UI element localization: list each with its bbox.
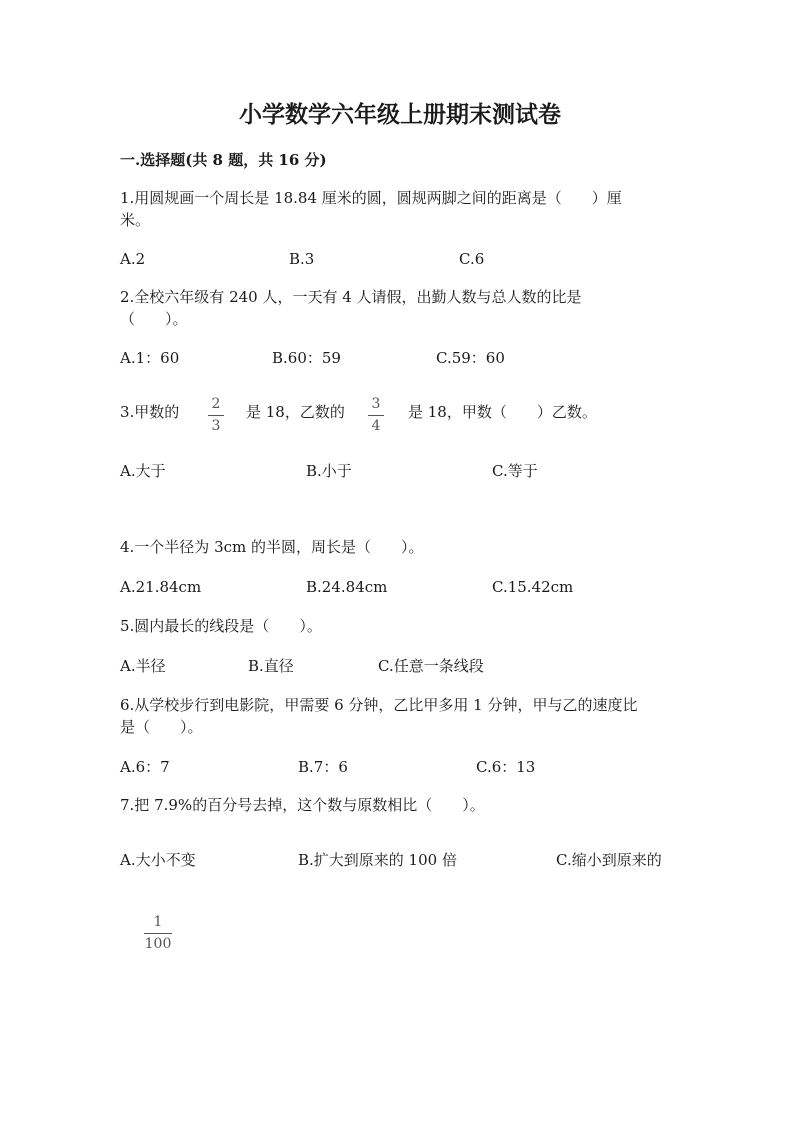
question-3-stem-part1: 3.甲数的 (120, 403, 180, 421)
question-5-option-b: B.直径 (248, 657, 294, 675)
question-7-option-b: B.扩大到原来的 100 倍 (298, 851, 457, 869)
question-7-option-a: A.大小不变 (120, 851, 196, 869)
question-5-option-c: C.任意一条线段 (378, 657, 484, 675)
question-3-fraction-1 (208, 396, 224, 435)
question-6-option-c: C.6：13 (476, 758, 536, 776)
question-6-stem-line1: 6.从学校步行到电影院，甲需要 6 分钟，乙比甲多用 1 分钟，甲与乙的速度比 (120, 696, 638, 714)
fraction-denominator: 3 (211, 418, 221, 434)
question-1-stem-line1: 1.用圆规画一个周长是 18.84 厘米的圆，圆规两脚之间的距离是（ ）厘 (120, 189, 622, 207)
fraction-bar (368, 415, 384, 416)
question-4-stem: 4.一个半径为 3cm 的半圆，周长是（ ）。 (120, 538, 424, 556)
fraction-numerator: 2 (211, 396, 221, 412)
fraction-denominator: 100 (144, 936, 172, 952)
question-4-option-b: B.24.84cm (306, 578, 388, 596)
question-5-option-a: A.半径 (120, 657, 166, 675)
question-3-stem-part3: 是 18，甲数（ ）乙数。 (408, 403, 597, 421)
fraction-numerator: 3 (371, 396, 381, 412)
question-6-option-b: B.7：6 (298, 758, 348, 776)
question-2-option-a: A.1：60 (120, 349, 180, 367)
fraction-numerator: 1 (153, 914, 163, 930)
question-7-stem: 7.把 7.9%的百分号去掉，这个数与原数相比（ ）。 (120, 796, 485, 814)
question-3-option-b: B.小于 (306, 462, 352, 480)
page-title: 小学数学六年级上册期末测试卷 (239, 101, 561, 128)
question-4-option-a: A.21.84cm (120, 578, 202, 596)
question-1-stem-line2: 米。 (120, 211, 151, 229)
question-1-option-a: A.2 (120, 250, 146, 268)
question-7-option-c: C.缩小到原来的 (556, 851, 662, 869)
question-3-fraction-2 (368, 396, 384, 435)
fraction-denominator: 4 (371, 418, 381, 434)
question-6-stem-line2: 是（ ）。 (120, 718, 203, 736)
question-2-stem-line2: （ ）。 (120, 310, 188, 328)
section-heading: 一.选择题(共 8 题，共 16 分) (120, 151, 327, 169)
fraction-bar (144, 933, 172, 934)
question-2-option-b: B.60：59 (272, 349, 341, 367)
question-7-option-c-fraction (144, 914, 172, 953)
question-6-option-a: A.6：7 (120, 758, 170, 776)
question-2-stem-line1: 2.全校六年级有 240 人，一天有 4 人请假，出勤人数与总人数的比是 (120, 288, 582, 306)
question-2-option-c: C.59：60 (436, 349, 505, 367)
question-5-stem: 5.圆内最长的线段是（ ）。 (120, 617, 322, 635)
question-3-option-a: A.大于 (120, 462, 166, 480)
question-3-stem-part2: 是 18，乙数的 (246, 403, 345, 421)
question-4-option-c: C.15.42cm (492, 578, 574, 596)
question-3-option-c: C.等于 (492, 462, 538, 480)
question-1-option-b: B.3 (289, 250, 315, 268)
fraction-bar (208, 415, 224, 416)
question-1-option-c: C.6 (459, 250, 485, 268)
